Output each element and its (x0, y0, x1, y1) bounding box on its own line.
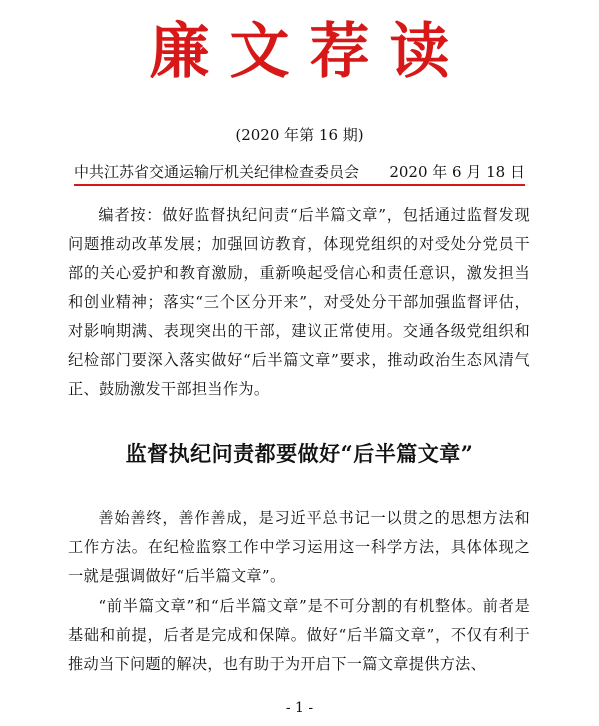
article-body (68, 504, 530, 679)
publisher-date-row (74, 160, 525, 182)
paragraph: 善始善终，善作善成，是习近平总书记一以贯之的思想方法和工作方法。在纪检监察工作中学习运用这一科学方法，具体体现之一就是强调做好“后半篇文章”。 (68, 509, 530, 585)
red-divider (74, 184, 525, 186)
publish-date: 2020 年 6 月 18 日 (389, 163, 525, 181)
issue-number: (2020 年第 16 期) (235, 126, 364, 144)
paragraph: “前半篇文章”和“后半篇文章”是不可分割的有机整体。前者是基础和前提，后者是完成和保障。做好“后半篇文章”，不仅有利于推动当下问题的解决，也有助于为开启下一篇文章提供方法、 (68, 597, 530, 673)
article-title: 监督执纪问责都要做好“后半篇文章” (125, 441, 474, 466)
masthead-title: 廉文荐读 (149, 17, 470, 87)
editor-note: 编者按：做好监督执纪问责“后半篇文章”，包括通过监督发现问题推动改革发展；加强回访教育，体现党组织的对受处分党员干部的关心爱护和教育激励，重新唤起受信心和责任意识，激发担当和创业精神；落实“三个区分开来”，对受处分干部加强监督评估，对影响期满、表现突出的干部，建议正常使用。交通各级党组织和纪检部门要深入落实做好“后半篇文章”要求，推动政治生态风清气正、鼓励激发干部担当作为。 (68, 206, 530, 398)
publisher: 中共江苏省交通运输厅机关纪律检查委员会 (74, 163, 360, 181)
page-number: - 1 - (285, 700, 314, 716)
